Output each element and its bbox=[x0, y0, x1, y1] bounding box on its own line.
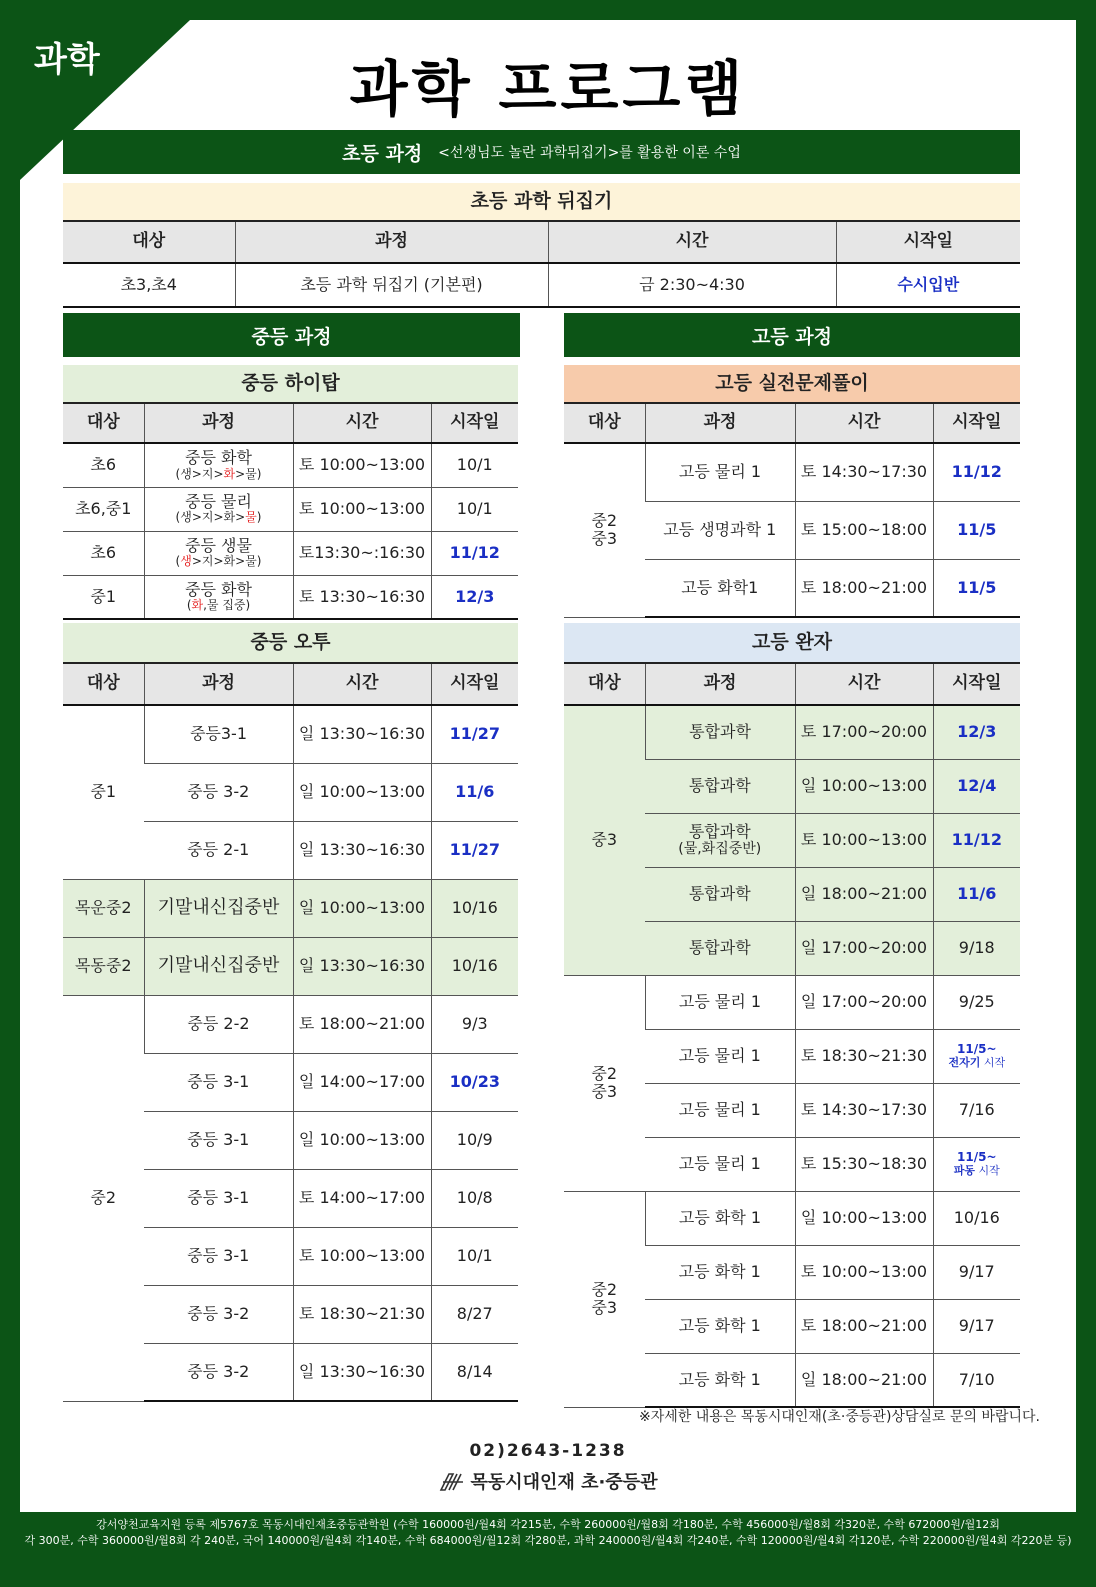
header-start: 시작일 bbox=[933, 403, 1020, 443]
course-order: (화,물 집중) bbox=[186, 598, 251, 613]
start-cell: 12/4 bbox=[933, 759, 1020, 813]
time-cell: 일 17:00~20:00 bbox=[795, 975, 933, 1029]
time-cell: 일 10:00~13:00 bbox=[795, 759, 933, 813]
start-cell: 10/23 bbox=[431, 1053, 518, 1111]
start-cell: 8/14 bbox=[431, 1343, 518, 1401]
start-cell: 11/12 bbox=[933, 813, 1020, 867]
start-cell: 12/3 bbox=[431, 575, 518, 619]
hitop-table bbox=[63, 365, 518, 620]
table-row bbox=[63, 531, 518, 575]
course-cell: 중등 2-2 bbox=[144, 995, 293, 1053]
elementary-band bbox=[63, 130, 1020, 174]
header-time: 시간 bbox=[293, 403, 431, 443]
time-cell: 토13:30~:16:30 bbox=[293, 531, 431, 575]
start-cell: 10/1 bbox=[431, 1227, 518, 1285]
time-cell: 토 10:00~13:00 bbox=[293, 1227, 431, 1285]
table-row bbox=[564, 975, 1020, 1029]
target-cell: 초6 bbox=[63, 531, 144, 575]
time-cell: 토 15:00~18:00 bbox=[795, 501, 933, 559]
table-row bbox=[63, 443, 518, 487]
course-cell: 고등 화학 1 bbox=[645, 1299, 795, 1353]
elementary-table bbox=[63, 183, 1020, 308]
wanja-table bbox=[564, 623, 1020, 1408]
group-target-cell: 중2 중3 bbox=[564, 1191, 645, 1407]
course-name: 중등 물리 bbox=[185, 491, 252, 511]
group-target-cell: 중2 중3 bbox=[564, 975, 645, 1191]
start-cell: 10/16 bbox=[431, 937, 518, 995]
otu-table bbox=[63, 623, 518, 1402]
start-cell: 10/16 bbox=[933, 1191, 1020, 1245]
start-cell: 10/9 bbox=[431, 1111, 518, 1169]
course-cell: 중등 3-1 bbox=[144, 1169, 293, 1227]
course-note: (물,화집중반) bbox=[678, 841, 762, 858]
course-cell bbox=[144, 575, 293, 619]
header-start: 시작일 bbox=[933, 663, 1020, 705]
time-cell: 토 17:00~20:00 bbox=[795, 705, 933, 759]
time-cell: 일 18:00~21:00 bbox=[795, 1353, 933, 1407]
start-date: 11/5~ bbox=[957, 1041, 997, 1056]
group-target-cell: 중1 bbox=[63, 705, 144, 879]
course-cell: 중등 3-2 bbox=[144, 1285, 293, 1343]
table-row bbox=[564, 705, 1020, 759]
time-cell: 일 17:00~20:00 bbox=[795, 921, 933, 975]
header-target: 대상 bbox=[63, 403, 144, 443]
footer-line: 강서양천교육지원 등록 제5767호 목동시대인재초중등관학원 (수학 160000원/월4회 각215분, 수학 260000원/월8회 각180분, 수학 456000원/월8회 각320분, 수학 672000원/월12회 bbox=[96, 1518, 1000, 1531]
header-course: 과정 bbox=[144, 663, 293, 705]
course-cell: 중등 2-1 bbox=[144, 821, 293, 879]
course-cell: 기말내신집중반 bbox=[144, 879, 293, 937]
course-cell: 중등 3-1 bbox=[144, 1111, 293, 1169]
course-cell: 고등 생명과학 1 bbox=[645, 501, 795, 559]
brand-line bbox=[20, 1468, 1076, 1494]
header-time: 시간 bbox=[548, 221, 836, 263]
brand-logo-icon bbox=[439, 1472, 465, 1492]
course-cell: 중등 3-1 bbox=[144, 1053, 293, 1111]
header-course: 과정 bbox=[144, 403, 293, 443]
target-cell: 목동중2 bbox=[63, 937, 144, 995]
target-cell: 초6,중1 bbox=[63, 487, 144, 531]
middle-band bbox=[63, 313, 520, 357]
hitop-caption: 중등 하이탑 bbox=[63, 365, 518, 403]
start-date: 11/5~ bbox=[957, 1149, 997, 1164]
elementary-band-title: 초등 과정 bbox=[342, 142, 423, 165]
time-cell: 토 13:30~16:30 bbox=[293, 575, 431, 619]
time-cell: 토 10:00~13:00 bbox=[293, 487, 431, 531]
header-time: 시간 bbox=[795, 663, 933, 705]
time-cell: 일 10:00~13:00 bbox=[293, 879, 431, 937]
time-cell: 일 13:30~16:30 bbox=[293, 937, 431, 995]
header-start: 시작일 bbox=[836, 221, 1020, 263]
target-cell: 초6 bbox=[63, 443, 144, 487]
start-cell: 9/3 bbox=[431, 995, 518, 1053]
start-note: 파동 시작 bbox=[953, 1163, 1000, 1177]
start-cell: 11/27 bbox=[431, 705, 518, 763]
course-order: (생>지>화>물) bbox=[175, 466, 262, 481]
header-target: 대상 bbox=[63, 221, 235, 263]
practice-table bbox=[564, 365, 1020, 618]
elementary-caption: 초등 과학 뒤집기 bbox=[63, 183, 1020, 221]
start-cell: 12/3 bbox=[933, 705, 1020, 759]
course-cell bbox=[144, 487, 293, 531]
target-cell: 목운중2 bbox=[63, 879, 144, 937]
course-cell: 통합과학 bbox=[645, 867, 795, 921]
phone-number: 02)2643-1238 bbox=[469, 1441, 627, 1461]
table-row bbox=[63, 995, 518, 1053]
group-target-cell: 중2 중3 bbox=[564, 443, 645, 617]
course-cell: 중등 3-2 bbox=[144, 1343, 293, 1401]
practice-caption: 고등 실전문제풀이 bbox=[564, 365, 1020, 403]
course-cell: 통합과학 bbox=[645, 705, 795, 759]
time-cell: 토 14:30~17:30 bbox=[795, 1083, 933, 1137]
time-cell: 토 18:30~21:30 bbox=[795, 1029, 933, 1083]
start-cell: 11/5 bbox=[933, 559, 1020, 617]
time-cell: 일 14:00~17:00 bbox=[293, 1053, 431, 1111]
table-row bbox=[63, 705, 518, 763]
course-name: 중등 화학 bbox=[185, 448, 252, 468]
start-note: 전자기 시작 bbox=[948, 1055, 1006, 1069]
start-cell: 10/1 bbox=[431, 443, 518, 487]
start-cell: 9/17 bbox=[933, 1299, 1020, 1353]
high-band-title: 고등 과정 bbox=[751, 325, 833, 348]
group-target-cell: 중2 bbox=[63, 995, 144, 1401]
time-cell: 토 18:30~21:30 bbox=[293, 1285, 431, 1343]
start-cell: 8/27 bbox=[431, 1285, 518, 1343]
header-course: 과정 bbox=[235, 221, 548, 263]
start-cell: 9/18 bbox=[933, 921, 1020, 975]
elementary-band-subtitle: <선생님도 놀란 과학뒤집기>를 활용한 이론 수업 bbox=[438, 145, 741, 161]
course-cell: 고등 화학 1 bbox=[645, 1191, 795, 1245]
header-start: 시작일 bbox=[431, 663, 518, 705]
time-cell: 일 10:00~13:00 bbox=[293, 763, 431, 821]
high-band bbox=[564, 313, 1020, 357]
time-cell: 일 13:30~16:30 bbox=[293, 705, 431, 763]
target-cell: 중1 bbox=[63, 575, 144, 619]
otu-caption: 중등 오투 bbox=[63, 623, 518, 663]
footer-notice bbox=[0, 1517, 1096, 1549]
start-cell: 9/17 bbox=[933, 1245, 1020, 1299]
start-cell: 11/12 bbox=[431, 531, 518, 575]
time-cell: 일 13:30~16:30 bbox=[293, 1343, 431, 1401]
header-time: 시간 bbox=[795, 403, 933, 443]
course-cell: 고등 물리 1 bbox=[645, 443, 795, 501]
course-name: 중등 생물 bbox=[185, 535, 252, 555]
start-cell: 7/10 bbox=[933, 1353, 1020, 1407]
header-target: 대상 bbox=[564, 663, 645, 705]
page-title: 과학 프로그램 bbox=[349, 55, 747, 125]
table-row bbox=[63, 263, 1020, 307]
course-cell: 고등 화학1 bbox=[645, 559, 795, 617]
course-cell: 고등 물리 1 bbox=[645, 1137, 795, 1191]
header-course: 과정 bbox=[645, 663, 795, 705]
course-cell: 고등 화학 1 bbox=[645, 1353, 795, 1407]
corner-label: 과학 bbox=[34, 40, 100, 80]
time-cell: 토 10:00~13:00 bbox=[293, 443, 431, 487]
course-name: 중등 화학 bbox=[185, 579, 252, 599]
course-cell bbox=[645, 813, 795, 867]
start-cell: 11/27 bbox=[431, 821, 518, 879]
time-cell: 토 10:00~13:00 bbox=[795, 813, 933, 867]
middle-band-title: 중등 과정 bbox=[251, 325, 332, 348]
poster-page bbox=[20, 20, 1076, 1512]
table-row bbox=[63, 937, 518, 995]
course-cell: 통합과학 bbox=[645, 921, 795, 975]
course-cell: 통합과학 bbox=[645, 759, 795, 813]
start-cell bbox=[933, 1137, 1020, 1191]
course-cell: 고등 물리 1 bbox=[645, 1083, 795, 1137]
time-cell: 토 18:00~21:00 bbox=[293, 995, 431, 1053]
start-cell: 수시입반 bbox=[836, 263, 1020, 307]
time-cell: 토 10:00~13:00 bbox=[795, 1245, 933, 1299]
course-cell: 기말내신집중반 bbox=[144, 937, 293, 995]
start-cell bbox=[933, 1029, 1020, 1083]
start-cell: 7/16 bbox=[933, 1083, 1020, 1137]
contact-note: ※자세한 내용은 목동시대인재(초·중등관)상담실로 문의 바랍니다. bbox=[639, 1409, 1040, 1425]
course-cell bbox=[144, 443, 293, 487]
brand-name: 목동시대인재 초·중등관 bbox=[470, 1472, 658, 1493]
table-row bbox=[564, 443, 1020, 501]
time-cell: 토 14:30~17:30 bbox=[795, 443, 933, 501]
start-cell: 9/25 bbox=[933, 975, 1020, 1029]
start-cell: 11/5 bbox=[933, 501, 1020, 559]
table-row bbox=[63, 487, 518, 531]
table-row bbox=[63, 879, 518, 937]
time-cell: 일 10:00~13:00 bbox=[795, 1191, 933, 1245]
time-cell: 토 14:00~17:00 bbox=[293, 1169, 431, 1227]
time-cell: 토 15:30~18:30 bbox=[795, 1137, 933, 1191]
target-cell: 초3,초4 bbox=[63, 263, 235, 307]
footer-line: 각 300분, 수학 360000원/월8회 각 240분, 국어 140000원/월4회 각140분, 수학 684000원/월12회 각280분, 과학 240000원/월4회 각240분, 수학 120000원/월4회 각120분, 수학 220000원/월4회 각220분 등) bbox=[24, 1533, 1072, 1547]
start-cell: 11/6 bbox=[933, 867, 1020, 921]
header-course: 과정 bbox=[645, 403, 795, 443]
course-cell: 중등 3-2 bbox=[144, 763, 293, 821]
header-target: 대상 bbox=[63, 663, 144, 705]
course-order: (생>지>화>물) bbox=[175, 510, 262, 525]
start-cell: 11/6 bbox=[431, 763, 518, 821]
header-start: 시작일 bbox=[431, 403, 518, 443]
header-time: 시간 bbox=[293, 663, 431, 705]
time-cell: 토 18:00~21:00 bbox=[795, 559, 933, 617]
start-cell: 11/12 bbox=[933, 443, 1020, 501]
table-row bbox=[63, 575, 518, 619]
course-cell: 고등 화학 1 bbox=[645, 1245, 795, 1299]
time-cell: 일 13:30~16:30 bbox=[293, 821, 431, 879]
course-cell: 중등 3-1 bbox=[144, 1227, 293, 1285]
wanja-caption: 고등 완자 bbox=[564, 623, 1020, 663]
course-cell bbox=[144, 531, 293, 575]
course-cell: 중등3-1 bbox=[144, 705, 293, 763]
group-target-cell: 중3 bbox=[564, 705, 645, 975]
time-cell: 토 18:00~21:00 bbox=[795, 1299, 933, 1353]
course-name: 통합과학 bbox=[688, 821, 751, 841]
time-cell: 일 10:00~13:00 bbox=[293, 1111, 431, 1169]
header-target: 대상 bbox=[564, 403, 645, 443]
course-cell: 고등 물리 1 bbox=[645, 1029, 795, 1083]
course-order: (생>지>화>물) bbox=[175, 554, 262, 569]
start-cell: 10/16 bbox=[431, 879, 518, 937]
time-cell: 일 18:00~21:00 bbox=[795, 867, 933, 921]
start-cell: 10/1 bbox=[431, 487, 518, 531]
course-cell: 고등 물리 1 bbox=[645, 975, 795, 1029]
course-cell: 초등 과학 뒤집기 (기본편) bbox=[235, 263, 548, 307]
table-row bbox=[564, 1191, 1020, 1245]
start-cell: 10/8 bbox=[431, 1169, 518, 1227]
time-cell: 금 2:30~4:30 bbox=[548, 263, 836, 307]
